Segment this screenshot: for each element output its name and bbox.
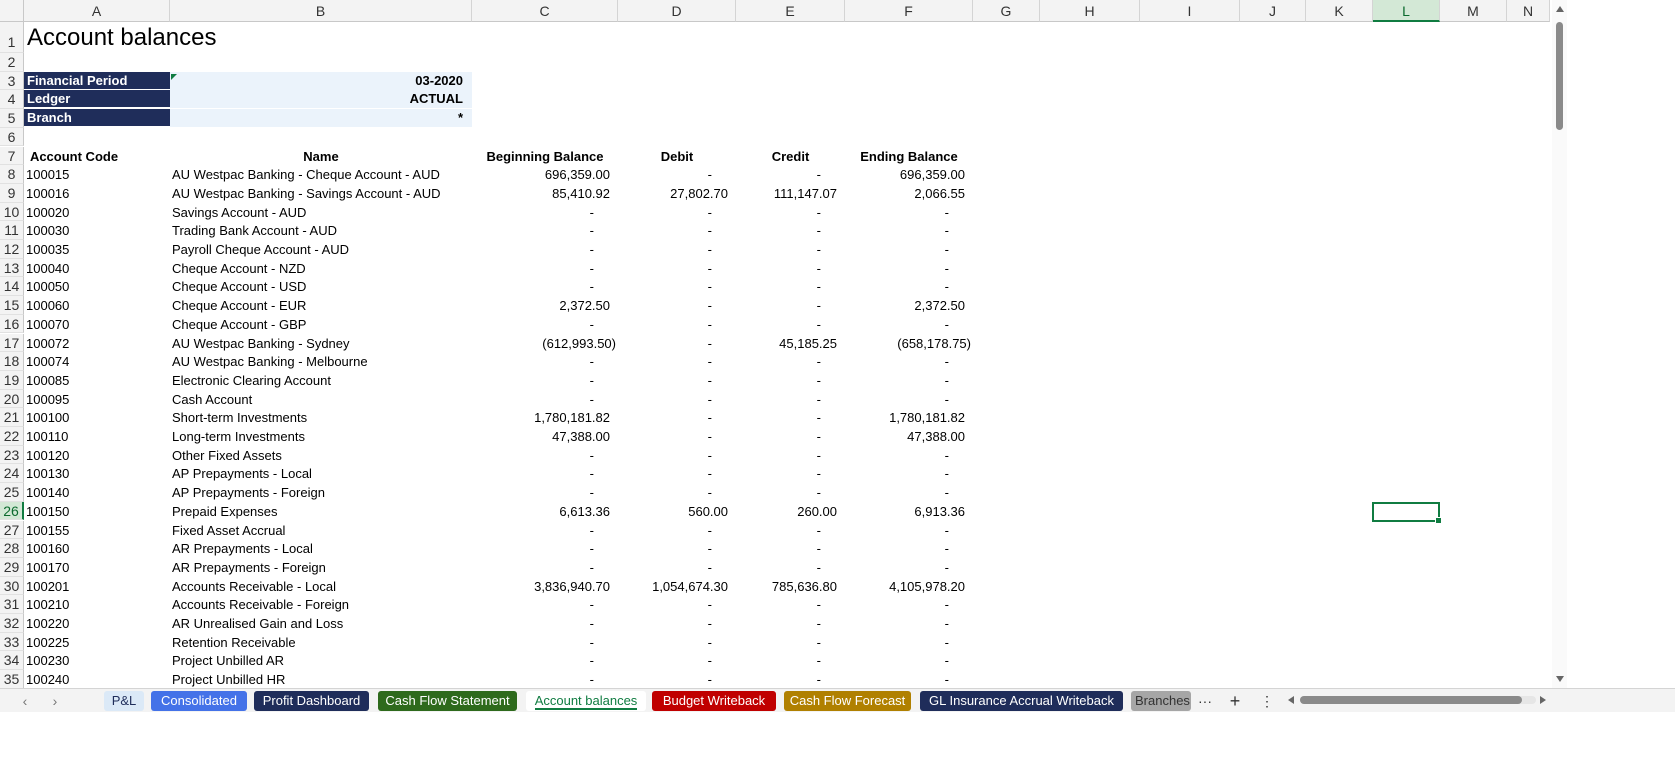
beginning-balance-cell: - [589, 653, 594, 669]
account-code-cell: 100095 [26, 391, 70, 407]
beginning-balance-cell: - [589, 447, 594, 463]
debit-cell: - [707, 410, 712, 426]
account-name-cell: Payroll Cheque Account - AUD [172, 242, 350, 257]
credit-cell: - [816, 260, 821, 276]
credit-cell: - [816, 466, 821, 482]
row-header-26[interactable]: 26 [0, 502, 24, 521]
account-name-cell: Prepaid Expenses [172, 503, 278, 519]
column-header-k[interactable]: K [1306, 0, 1373, 22]
param-value[interactable]: ACTUAL [170, 90, 472, 108]
sheet-title: Account balances [27, 24, 217, 51]
sheet-tab-label: Cash Flow Statement [385, 693, 510, 708]
account-code-cell: 100240 [26, 672, 70, 688]
vertical-scrollbar[interactable] [1552, 0, 1567, 688]
beginning-balance-cell: - [589, 204, 594, 220]
debit-cell: - [707, 391, 712, 407]
column-header-f[interactable]: F [845, 0, 973, 22]
row-header-6[interactable]: 6 [0, 128, 24, 147]
row-header-25[interactable]: 25 [0, 483, 24, 502]
account-code-cell: 100120 [26, 447, 70, 463]
ending-balance-cell: - [944, 242, 949, 257]
debit-cell: - [707, 653, 712, 669]
sheet-tab-label: Cash Flow Forecast [789, 693, 906, 708]
param-value[interactable]: 03-2020 [170, 72, 472, 90]
sheet-tab-label: Branches [1135, 693, 1190, 708]
row-header-17[interactable]: 17 [0, 334, 24, 353]
header-account-code: Account Code [29, 148, 119, 164]
account-name-cell: Accounts Receivable - Foreign [172, 597, 350, 613]
beginning-balance-cell: - [589, 672, 594, 688]
credit-cell: - [816, 410, 821, 426]
sheet-tab-cash-flow-forecast[interactable] [784, 691, 911, 711]
credit-cell: - [816, 559, 821, 575]
row-header-27[interactable]: 27 [0, 521, 24, 540]
account-code-cell: 100230 [26, 653, 70, 669]
ending-balance-cell: 696,359.00 [899, 167, 965, 183]
account-code-cell: 100020 [26, 204, 70, 220]
horizontal-scroll-thumb[interactable] [1300, 696, 1522, 704]
row-header-1[interactable]: 1 [0, 22, 24, 53]
row-header-30[interactable]: 30 [0, 577, 24, 596]
row-header-22[interactable]: 22 [0, 427, 24, 446]
more-sheets-icon[interactable]: ··· [1198, 693, 1212, 709]
row-header-9[interactable]: 9 [0, 184, 24, 203]
prev-sheet-icon[interactable]: ‹ [22, 693, 28, 709]
credit-cell: - [816, 223, 821, 239]
account-code-cell: 100140 [26, 485, 70, 501]
horizontal-scrollbar[interactable] [1288, 693, 1550, 707]
account-name-cell: AP Prepayments - Local [172, 466, 312, 482]
debit-cell: - [707, 372, 712, 388]
ending-balance-cell: - [944, 616, 949, 631]
row-header-35[interactable]: 35 [0, 670, 24, 689]
account-code-cell: 100110 [26, 429, 69, 444]
account-code-cell: 100015 [26, 167, 70, 183]
header-ending-balance: Ending Balance [860, 148, 958, 164]
ending-balance-cell: - [944, 597, 949, 613]
param-label: Branch [24, 109, 170, 127]
account-name-cell: AU Westpac Banking - Savings Account - AUD [172, 185, 441, 201]
credit-cell: 45,185.25 [779, 335, 837, 351]
scroll-up-icon[interactable] [1556, 6, 1564, 12]
beginning-balance-cell: - [589, 616, 594, 631]
sheet-tab-label: GL Insurance Accrual Writeback [929, 693, 1114, 708]
column-header-b[interactable]: B [170, 0, 472, 22]
credit-cell: - [816, 167, 821, 183]
credit-cell: - [816, 429, 821, 444]
column-header-d[interactable]: D [618, 0, 736, 22]
beginning-balance-cell: - [589, 391, 594, 407]
row-header-3[interactable]: 3 [0, 72, 24, 91]
sheet-tab-branches[interactable] [1131, 691, 1191, 711]
row-header-31[interactable]: 31 [0, 595, 24, 614]
column-header-m[interactable]: M [1440, 0, 1507, 22]
sheet-tab-profit-dashboard[interactable] [254, 691, 369, 711]
account-code-cell: 100201 [26, 578, 70, 594]
row-header-2[interactable]: 2 [0, 53, 24, 72]
row-header-33[interactable]: 33 [0, 633, 24, 652]
account-code-cell: 100170 [26, 559, 70, 575]
param-label: Financial Period [24, 72, 170, 90]
row-header-16[interactable]: 16 [0, 315, 24, 334]
debit-cell: - [707, 447, 712, 463]
ending-balance-cell: - [944, 485, 949, 501]
row-header-23[interactable]: 23 [0, 446, 24, 465]
param-value[interactable]: * [170, 109, 472, 127]
ending-balance-cell: - [944, 354, 949, 370]
debit-cell: - [707, 466, 712, 482]
ending-balance-cell: 6,913.36 [914, 503, 965, 519]
ending-balance-cell: - [944, 223, 949, 239]
ending-balance-cell: - [944, 653, 949, 669]
credit-cell: - [816, 372, 821, 388]
ending-balance-cell: - [944, 316, 949, 332]
credit-cell: - [816, 597, 821, 613]
sheet-tab-gl-insurance-accrual-writeback[interactable] [920, 691, 1123, 711]
account-code-cell: 100150 [26, 503, 70, 519]
account-name-cell: Accounts Receivable - Local [172, 578, 337, 594]
account-name-cell: Project Unbilled AR [172, 653, 284, 669]
sheet-tab-label: Budget Writeback [662, 693, 766, 708]
account-name-cell: AP Prepayments - Foreign [172, 485, 325, 501]
sheet-tab-p-l[interactable] [104, 691, 144, 711]
header-beginning-balance: Beginning Balance [486, 148, 604, 164]
beginning-balance-cell: - [589, 223, 594, 239]
account-code-cell: 100160 [26, 541, 70, 557]
debit-cell: - [707, 429, 712, 444]
row-header-12[interactable]: 12 [0, 240, 24, 259]
row-header-18[interactable]: 18 [0, 352, 24, 371]
ending-balance-cell: - [944, 279, 949, 295]
beginning-balance-cell: 47,388.00 [552, 429, 610, 444]
ending-balance-cell: - [944, 466, 949, 482]
credit-cell: 111,147.07 [773, 185, 837, 201]
debit-cell: - [707, 559, 712, 575]
beginning-balance-cell: 1,780,181.82 [534, 410, 610, 426]
sheet-tab-label: P&L [111, 693, 137, 708]
debit-cell: - [707, 316, 712, 332]
account-name-cell: Fixed Asset Accrual [172, 522, 286, 538]
account-name-cell: Cash Account [172, 391, 253, 407]
beginning-balance-cell: (612,993.50) [542, 335, 616, 351]
ending-balance-cell: 1,780,181.82 [889, 410, 965, 426]
account-name-cell: Retention Receivable [172, 634, 296, 650]
credit-cell: - [816, 298, 821, 314]
credit-cell: - [816, 242, 821, 257]
credit-cell: - [816, 391, 821, 407]
sheet-tab-label: Consolidated [161, 693, 237, 708]
debit-cell: - [707, 279, 712, 295]
account-code-cell: 100074 [26, 354, 70, 370]
beginning-balance-cell: - [589, 354, 594, 370]
ending-balance-cell: - [944, 634, 949, 650]
beginning-balance-cell: - [589, 466, 594, 482]
credit-cell: - [816, 485, 821, 501]
debit-cell: - [707, 242, 712, 257]
credit-cell: 785,636.80 [771, 578, 837, 594]
scroll-down-icon[interactable] [1556, 676, 1564, 682]
row-header-28[interactable]: 28 [0, 539, 24, 558]
account-name-cell: Savings Account - AUD [172, 204, 307, 220]
account-code-cell: 100030 [26, 223, 70, 239]
ending-balance-cell: 4,105,978.20 [889, 578, 965, 594]
account-name-cell: Cheque Account - EUR [172, 298, 307, 314]
account-code-cell: 100016 [26, 185, 70, 201]
ending-balance-cell: 2,066.55 [914, 185, 965, 201]
credit-cell: - [816, 522, 821, 538]
beginning-balance-cell: - [589, 597, 594, 613]
ending-balance-cell: - [944, 559, 949, 575]
debit-cell: - [707, 541, 712, 557]
account-code-cell: 100035 [26, 242, 70, 257]
row-header-13[interactable]: 13 [0, 259, 24, 278]
beginning-balance-cell: - [589, 372, 594, 388]
comment-indicator [171, 74, 177, 80]
account-code-cell: 100100 [26, 410, 70, 426]
column-header-a[interactable]: A [24, 0, 170, 22]
account-name-cell: Trading Bank Account - AUD [172, 223, 337, 239]
scroll-left-icon[interactable] [1288, 696, 1294, 704]
debit-cell: - [707, 167, 712, 183]
beginning-balance-cell: 2,372.50 [559, 298, 610, 314]
debit-cell: - [707, 335, 712, 351]
debit-cell: - [707, 634, 712, 650]
column-header-i[interactable]: I [1140, 0, 1240, 22]
account-name-cell: Cheque Account - NZD [172, 260, 306, 276]
account-name-cell: AR Unrealised Gain and Loss [172, 616, 344, 631]
ending-balance-cell: - [944, 391, 949, 407]
credit-cell: - [816, 279, 821, 295]
account-name-cell: AR Prepayments - Local [172, 541, 313, 557]
account-code-cell: 100050 [26, 279, 70, 295]
credit-cell: - [816, 634, 821, 650]
select-all-corner[interactable] [0, 0, 24, 22]
row-header-7[interactable]: 7 [0, 147, 24, 166]
ending-balance-cell: (658,178.75) [897, 335, 971, 351]
header-debit: Debit [660, 148, 694, 164]
column-header-j[interactable]: J [1240, 0, 1306, 22]
selected-cell-L26[interactable] [1372, 502, 1440, 522]
credit-cell: - [816, 204, 821, 220]
row-header-8[interactable]: 8 [0, 165, 24, 184]
column-header-l[interactable]: L [1373, 0, 1440, 22]
beginning-balance-cell: - [589, 485, 594, 501]
beginning-balance-cell: - [589, 541, 594, 557]
next-sheet-icon[interactable]: › [52, 693, 58, 709]
debit-cell: - [707, 223, 712, 239]
beginning-balance-cell: - [589, 522, 594, 538]
account-name-cell: AU Westpac Banking - Melbourne [172, 354, 368, 370]
credit-cell: - [816, 354, 821, 370]
debit-cell: - [707, 485, 712, 501]
ending-balance-cell: - [944, 260, 949, 276]
beginning-balance-cell: - [589, 559, 594, 575]
account-name-cell: Project Unbilled HR [172, 672, 286, 688]
beginning-balance-cell: - [589, 260, 594, 276]
row-header-4[interactable]: 4 [0, 90, 24, 109]
ending-balance-cell: 2,372.50 [914, 298, 965, 314]
debit-cell: - [707, 672, 712, 688]
ending-balance-cell: - [944, 541, 949, 557]
debit-cell: - [707, 354, 712, 370]
account-code-cell: 100225 [26, 634, 70, 650]
beginning-balance-cell: 6,613.36 [559, 503, 610, 519]
sheet-tab-account-balances[interactable] [526, 691, 646, 711]
ending-balance-cell: - [944, 204, 949, 220]
account-code-cell: 100210 [26, 597, 70, 613]
scroll-right-icon[interactable] [1540, 696, 1546, 704]
column-header-g[interactable]: G [973, 0, 1040, 22]
sheet-tab-label: Profit Dashboard [262, 693, 361, 708]
account-code-cell: 100070 [26, 316, 70, 332]
row-header-5[interactable]: 5 [0, 109, 24, 128]
row-header-11[interactable]: 11 [0, 221, 24, 240]
beginning-balance-cell: - [589, 316, 594, 332]
credit-cell: - [816, 447, 821, 463]
row-header-15[interactable]: 15 [0, 296, 24, 315]
account-code-cell: 100130 [26, 466, 70, 482]
account-name-cell: Other Fixed Assets [172, 447, 282, 463]
debit-cell: 27,802.70 [670, 185, 728, 201]
debit-cell: 1,054,674.30 [652, 578, 728, 594]
beginning-balance-cell: 3,836,940.70 [534, 578, 610, 594]
debit-cell: - [707, 597, 712, 613]
account-name-cell: AR Prepayments - Foreign [172, 559, 326, 575]
credit-cell: 260.00 [797, 503, 837, 519]
ending-balance-cell: 47,388.00 [907, 429, 965, 444]
ending-balance-cell: - [944, 672, 949, 688]
row-header-14[interactable]: 14 [0, 277, 24, 296]
sheet-tab-label: Account balances [534, 693, 638, 708]
sheet-tab-consolidated[interactable] [151, 691, 247, 711]
add-sheet-icon[interactable]: + [1229, 691, 1241, 711]
account-name-cell: AU Westpac Banking - Cheque Account - AUD [172, 167, 440, 183]
account-name-cell: AU Westpac Banking - Sydney [172, 335, 350, 351]
credit-cell: - [816, 653, 821, 669]
param-label: Ledger [24, 90, 170, 108]
ending-balance-cell: - [944, 447, 949, 463]
column-header-h[interactable]: H [1040, 0, 1140, 22]
row-header-34[interactable]: 34 [0, 651, 24, 670]
header-credit: Credit [771, 148, 810, 164]
debit-cell: - [707, 204, 712, 220]
account-name-cell: Cheque Account - USD [172, 279, 307, 295]
credit-cell: - [816, 316, 821, 332]
vertical-scroll-thumb[interactable] [1556, 22, 1563, 130]
account-code-cell: 100060 [26, 298, 70, 314]
row-header-21[interactable]: 21 [0, 408, 24, 427]
debit-cell: - [707, 522, 712, 538]
row-header-20[interactable]: 20 [0, 390, 24, 409]
row-header-19[interactable]: 19 [0, 371, 24, 390]
account-code-cell: 100220 [26, 616, 70, 631]
account-name-cell: Electronic Clearing Account [172, 372, 331, 388]
sheet-tab-bar [0, 688, 1675, 712]
row-header-29[interactable]: 29 [0, 558, 24, 577]
ending-balance-cell: - [944, 372, 949, 388]
account-code-cell: 100040 [26, 260, 70, 276]
debit-cell: - [707, 298, 712, 314]
sheet-tab-cash-flow-statement[interactable] [378, 691, 517, 711]
row-header-24[interactable]: 24 [0, 464, 24, 483]
credit-cell: - [816, 616, 821, 631]
sheet-tab-budget-writeback[interactable] [652, 691, 776, 711]
column-header-c[interactable]: C [472, 0, 618, 22]
beginning-balance-cell: - [589, 242, 594, 257]
beginning-balance-cell: 696,359.00 [544, 167, 610, 183]
debit-cell: - [707, 260, 712, 276]
column-header-n[interactable]: N [1507, 0, 1550, 22]
ending-balance-cell: - [944, 522, 949, 538]
row-header-10[interactable]: 10 [0, 203, 24, 222]
beginning-balance-cell: - [589, 634, 594, 650]
account-name-cell: Cheque Account - GBP [172, 316, 307, 332]
tab-options-icon[interactable]: ⋮ [1260, 693, 1274, 709]
column-header-e[interactable]: E [736, 0, 845, 22]
debit-cell: - [707, 616, 712, 631]
credit-cell: - [816, 672, 821, 688]
beginning-balance-cell: - [589, 279, 594, 295]
debit-cell: 560.00 [688, 503, 728, 519]
account-code-cell: 100155 [26, 522, 70, 538]
beginning-balance-cell: 85,410.92 [552, 185, 610, 201]
account-name-cell: Short-term Investments [172, 410, 308, 426]
credit-cell: - [816, 541, 821, 557]
row-header-32[interactable]: 32 [0, 614, 24, 633]
account-code-cell: 100072 [26, 335, 70, 351]
account-code-cell: 100085 [26, 372, 70, 388]
header-name: Name [303, 148, 339, 164]
account-name-cell: Long-term Investments [172, 429, 305, 444]
